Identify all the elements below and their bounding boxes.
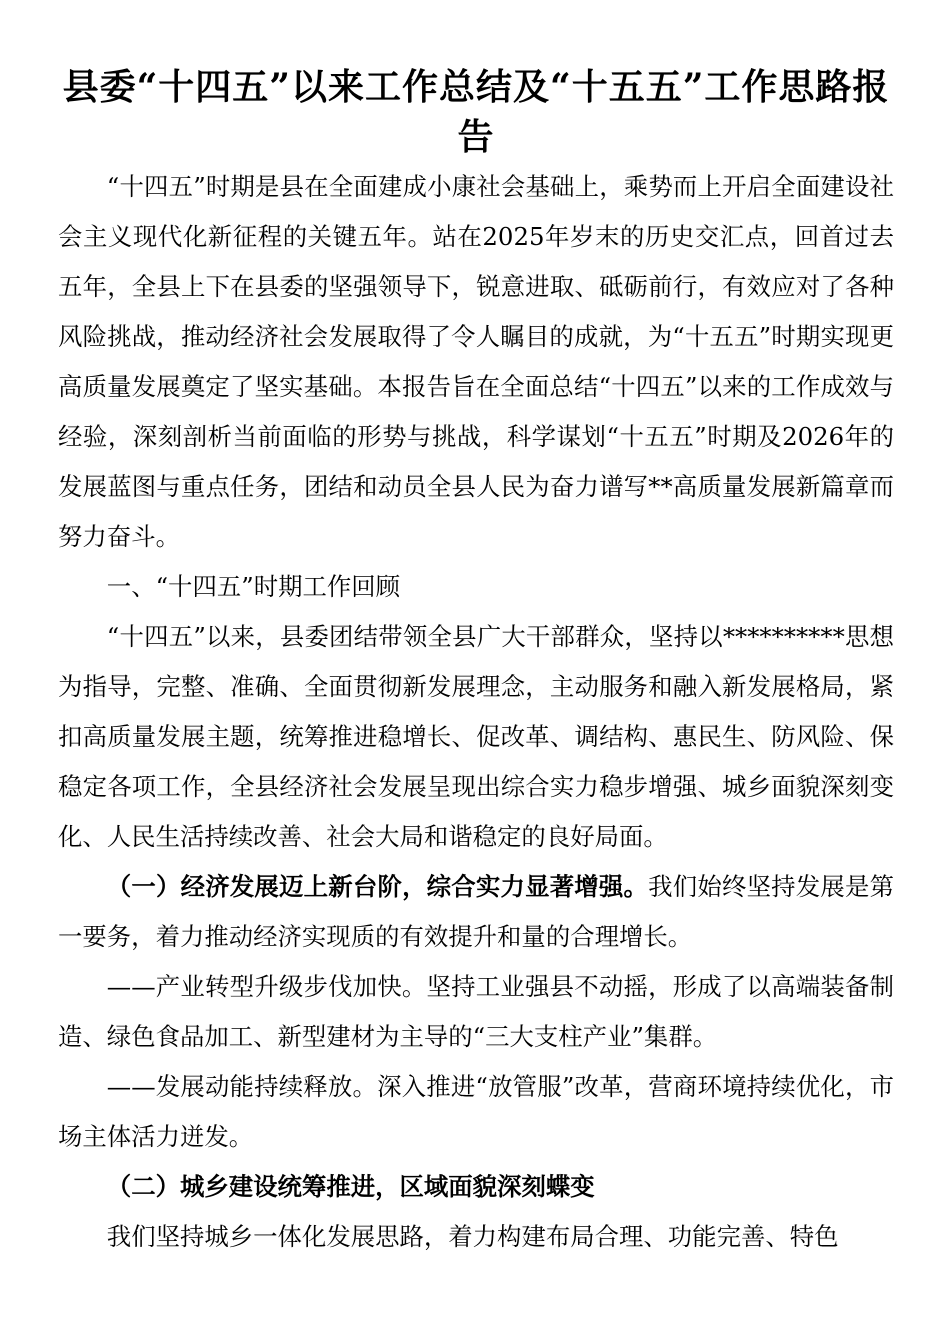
economy-paragraph bbox=[58, 862, 894, 962]
section-heading-review: 一、“十四五”时期工作回顾 bbox=[106, 572, 401, 601]
economy-subheading: （一）经济发展迈上新台阶，综合实力显著增强。 bbox=[106, 872, 649, 901]
industry-paragraph: ——产业转型升级步伐加快。坚持工业强县不动摇，形成了以高端装备制造、绿色食品加工、新型建材为主导的“三大支柱产业”集群。 bbox=[58, 972, 894, 1051]
review-paragraph: “十四五”以来，县委团结带领全县广大干部群众，坚持以**********思想为指导，完整、准确、全面贯彻新发展理念，主动服务和融入新发展格局，紧扣高质量发展主题，统筹推进稳增长、促改革、调结构、惠民生、防风险、保稳定各项工作，全县经济社会发展呈现出综合实力稳步增强、城乡面貌深刻变化、人民生活持续改善、社会大局和谐稳定的良好局面。 bbox=[58, 622, 894, 851]
momentum-paragraph: ——发展动能持续释放。深入推进“放管服”改革，营商环境持续优化，市场主体活力迸发。 bbox=[58, 1072, 894, 1151]
intro-paragraph: “十四五”时期是县在全面建成小康社会基础上，乘势而上开启全面建设社会主义现代化新征程的关键五年。站在2025年岁末的历史交汇点，回首过去五年，全县上下在县委的坚强领导下，锐意进取、砥砺前行，有效应对了各种风险挑战，推动经济社会发展取得了令人瞩目的成就，为“十五五”时期实现更高质量发展奠定了坚实基础。本报告旨在全面总结“十四五”以来的工作成效与经验，深刻剖析当前面临的形势与挑战，科学谋划“十五五”时期及2026年的发展蓝图与重点任务，团结和动员全县人民为奋力谱写**高质量发展新篇章而努力奋斗。 bbox=[58, 172, 894, 551]
urban-rural-subheading: （二）城乡建设统筹推进，区域面貌深刻蝶变 bbox=[106, 1172, 595, 1201]
document-title: 县委“十四五”以来工作总结及“十五五”工作思路报告 bbox=[62, 66, 890, 158]
economy-text: 我们始终坚持发展是第一要务，着力推动经济实现质的有效提升和量的合理增长。 bbox=[58, 872, 894, 951]
urban-rural-paragraph: 我们坚持城乡一体化发展思路，着力构建布局合理、功能完善、特色 bbox=[106, 1222, 839, 1251]
